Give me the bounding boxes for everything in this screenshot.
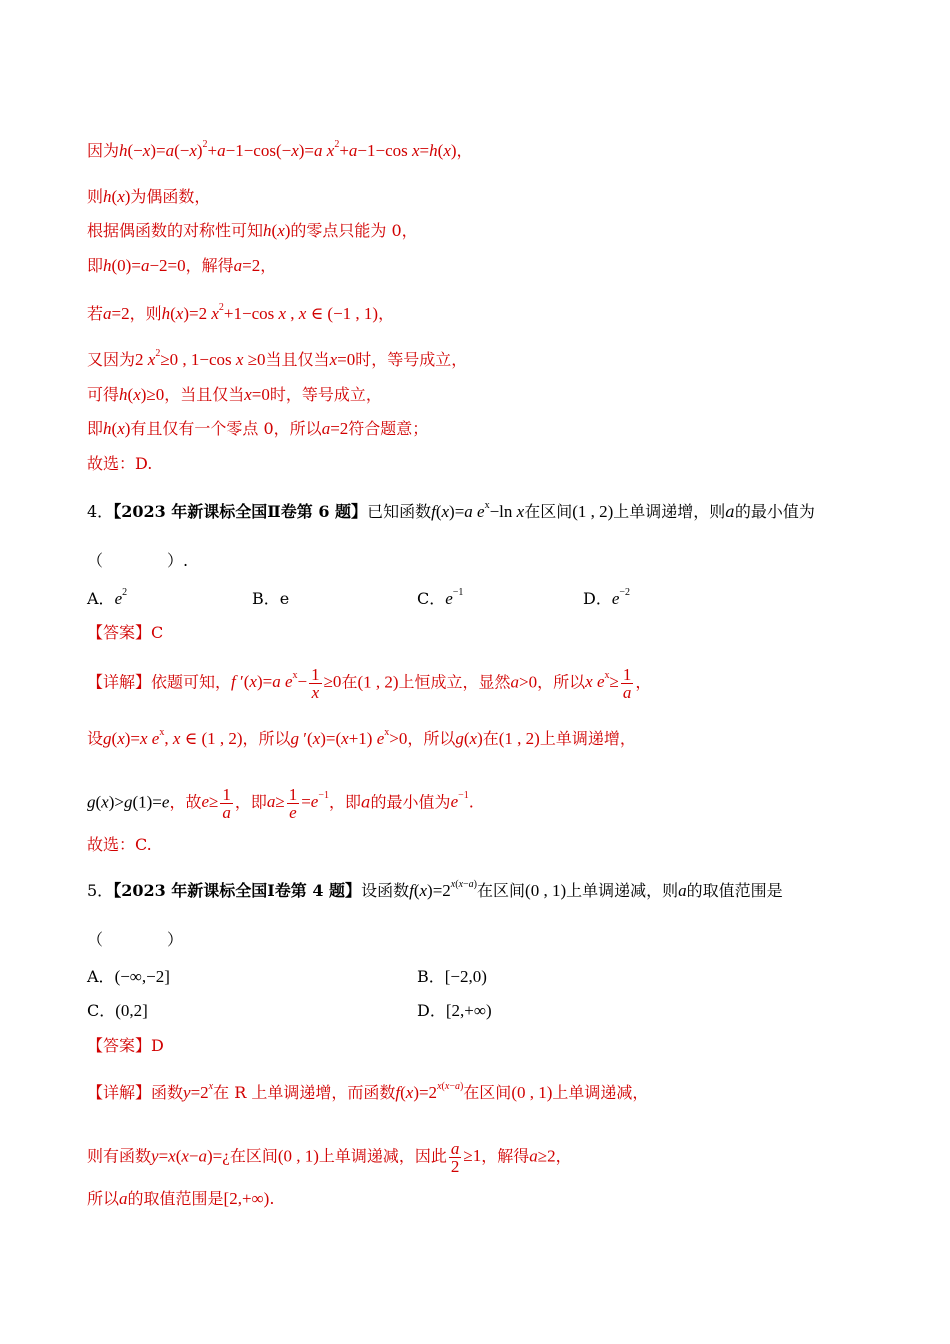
q4-option-c: C．$e^{-1}$ <box>417 587 464 608</box>
solution3-line3: 根据偶函数的对称性可知h(x)的零点只能为 0， <box>87 221 418 240</box>
question-source: 【2023 年新课标全国Ⅰ卷第 4 题】 <box>113 881 362 900</box>
text: 因为 <box>87 141 120 160</box>
q5-option-d: D．[2,+∞) <box>417 1001 492 1020</box>
solution3-line6: 又因为2 $x^2\ge 0$ , 1−cos x ≥0当且仅当x=0时，等号成立， <box>87 348 468 369</box>
q5-detail-line2: 则有函数y=x(x−a)=¿在区间(0 , 1)上单调递减，因此 $\frac{a}{2}$ ≥1，解得a≥2， <box>87 1139 572 1176</box>
answer-tag: 【答案】 <box>87 1036 152 1055</box>
math-a-half-ge-1: $\frac{a}{2}$ ≥1 <box>450 1139 482 1176</box>
q5-option-a: A．(−∞,−2] <box>87 967 170 986</box>
math-interval: (0 , 1) <box>525 881 567 900</box>
math-inequalities: 2 $x^2\ge 0$ , 1−cos x ≥0 <box>135 348 266 369</box>
question-number: 5． <box>87 881 114 900</box>
math-hx-def: h(x)=2 $x^2+1-\cos$ x , x ∈ (−1 , 1) <box>161 302 379 323</box>
solution3-line1: 因为$h(-x)=a(-x)^2+a-1-\cos(-x)=a$ $x^2+a-1-\cos$ x=h(x)， <box>87 139 473 160</box>
q4-detail-line1: 【详解】依题可知，f ′(x)=a $e^x-$ $\frac{1}{x}$ ≥0在(1 , 2)上恒成立，显然a>0，所以x $e^x\ge$ $\frac{1}{a}$ ， <box>87 665 652 702</box>
math-y-quadratic: y=x(x−a)=¿ <box>151 1146 230 1166</box>
answer-value: D <box>151 1036 164 1055</box>
math-interval: (0 , 1) <box>511 1083 553 1102</box>
math-derivative: f ′(x)=a $e^x-$ $\frac{1}{x}$ ≥0 <box>231 665 342 702</box>
q4-option-d: D．$e^{-2}$ <box>583 587 631 608</box>
solution3-line4: 即h(0)=a−2=0，解得a=2， <box>87 256 277 275</box>
q5-detail-line3: 所以a的取值范围是[2,+∞). <box>87 1189 275 1208</box>
math-interval: (1 , 2) <box>498 729 540 748</box>
math-e-inverse: $e^{-1}$ <box>450 790 469 812</box>
math-fx-def: f(x)=a $e^x-\ln$ x <box>431 500 525 521</box>
q4-detail-line3: g(x)>g(1)=e，故e≥ $\frac{1}{a}$ ，即a≥ $\frac{1}{e}$ $=e^{-1}$，即a的最小值为$e^{-1}$. <box>87 785 474 822</box>
math-range: [2,+∞) <box>223 1189 270 1208</box>
solution3-line5: 若a=2，则h(x)=2 $x^2+1-\cos$ x , x ∈ (−1 , 1)， <box>87 302 395 323</box>
math-a-ge-2: a≥2 <box>529 1146 556 1166</box>
math-a-gt-0: a>0 <box>510 672 538 692</box>
math-a-eq-2: a=2 <box>321 419 349 438</box>
q5-stem: 5．【2023 年新课标全国Ⅰ卷第 4 题】设函数$f(x)=2^{x(x-a)}$在区间(0 , 1)上单调递减，则a的取值范围是 <box>87 879 783 900</box>
q4-option-a: A．$e^2$ <box>87 587 128 608</box>
q5-option-b: B．[−2,0) <box>417 967 487 986</box>
math-gprime: g ′(x)=(x+1) $e^x>0$ <box>290 727 408 748</box>
math-fx-def: $f(x)=2^{x(x-a)}$ <box>395 1081 464 1102</box>
q4-paren: （ ）. <box>87 551 189 570</box>
math-y-2x: $y=2^x$ <box>183 1081 214 1102</box>
question-source: 【2023 年新课标全国Ⅱ卷第 6 题】 <box>113 502 368 521</box>
answer-value: C <box>151 623 164 642</box>
q4-choice: 故选：C. <box>87 835 152 854</box>
q5-option-c: C．(0,2] <box>87 1001 148 1020</box>
q4-stem: 4．【2023 年新课标全国Ⅱ卷第 6 题】已知函数f(x)=a $e^x-\ln$ x在区间(1 , 2)上单调递增，则a的最小值为 <box>87 500 815 521</box>
math-interval: (1 , 2) <box>357 672 399 692</box>
q4-answer <box>87 621 163 645</box>
math-a-eq-2: a=2 <box>233 256 261 275</box>
q5-paren: （ ） <box>87 930 184 949</box>
math-hx: h(x) <box>263 221 291 240</box>
math-hx: h(x) <box>103 419 131 438</box>
math-h0: h(0)=a−2=0 <box>103 256 186 275</box>
math-hx-ge-0: h(x)≥0 <box>119 385 165 404</box>
math-a-ge: a≥ $\frac{1}{e}$ $=e^{-1}$ <box>266 785 329 822</box>
math-interval: (1 , 2) <box>572 502 614 521</box>
math-fx-def: $f(x)=2^{x(x-a)}$ <box>409 879 478 900</box>
math-option-value: $e^{-1}$ <box>445 587 464 608</box>
solution3-line8: 即h(x)有且仅有一个零点 0，所以a=2符合题意； <box>87 419 429 438</box>
math-hx: h(x) <box>103 187 131 206</box>
math-interval: (0 , 1) <box>277 1146 319 1166</box>
math-xex-ge: x $e^x\ge$ $\frac{1}{a}$ <box>585 665 632 702</box>
q4-detail-line2: 设g(x)=x $e^x$, x ∈ (1 , 2)，所以g ′(x)=(x+1) $e^x>0$，所以g(x)在(1 , 2)上单调递增， <box>87 727 636 748</box>
math-option-value: $e^2$ <box>114 587 128 608</box>
detail-tag: 【详解】 <box>87 1083 152 1102</box>
math-gx-gt-g1: g(x)>g(1)=e <box>87 792 170 812</box>
detail-tag: 【详解】 <box>87 672 152 692</box>
solution3-line7: 可得h(x)≥0，当且仅当x=0时，等号成立， <box>87 385 382 404</box>
math-a-eq-2: a=2 <box>103 304 130 323</box>
q5-answer <box>87 1034 164 1058</box>
q4-option-b: B．e <box>252 589 290 608</box>
math-x-eq-0: x=0 <box>329 350 356 369</box>
math-h-even-proof: $h(-x)=a(-x)^2+a-1-\cos(-x)=a$ $x^2+a-1-\cos$ x=h(x) <box>119 139 457 160</box>
answer-tag: 【答案】 <box>87 623 152 642</box>
math-e-ge: e≥ $\frac{1}{a}$ <box>201 785 231 822</box>
question-number: 4． <box>87 502 114 521</box>
math-gx: g(x) <box>455 729 483 748</box>
solution3-line2: 则h(x)为偶函数， <box>87 187 211 206</box>
math-x-eq-0: x=0 <box>244 385 270 404</box>
math-option-value: $e^{-2}$ <box>611 587 631 608</box>
math-gx-def: g(x)=x $e^x$, x ∈ (1 , 2) <box>103 727 243 748</box>
solution3-choice: 故选：D. <box>87 454 153 473</box>
q5-detail-line1: 【详解】函数$y=2^x$在 R 上单调递增，而函数$f(x)=2^{x(x-a)}$在区间(0 , 1)上单调递减， <box>87 1081 649 1102</box>
